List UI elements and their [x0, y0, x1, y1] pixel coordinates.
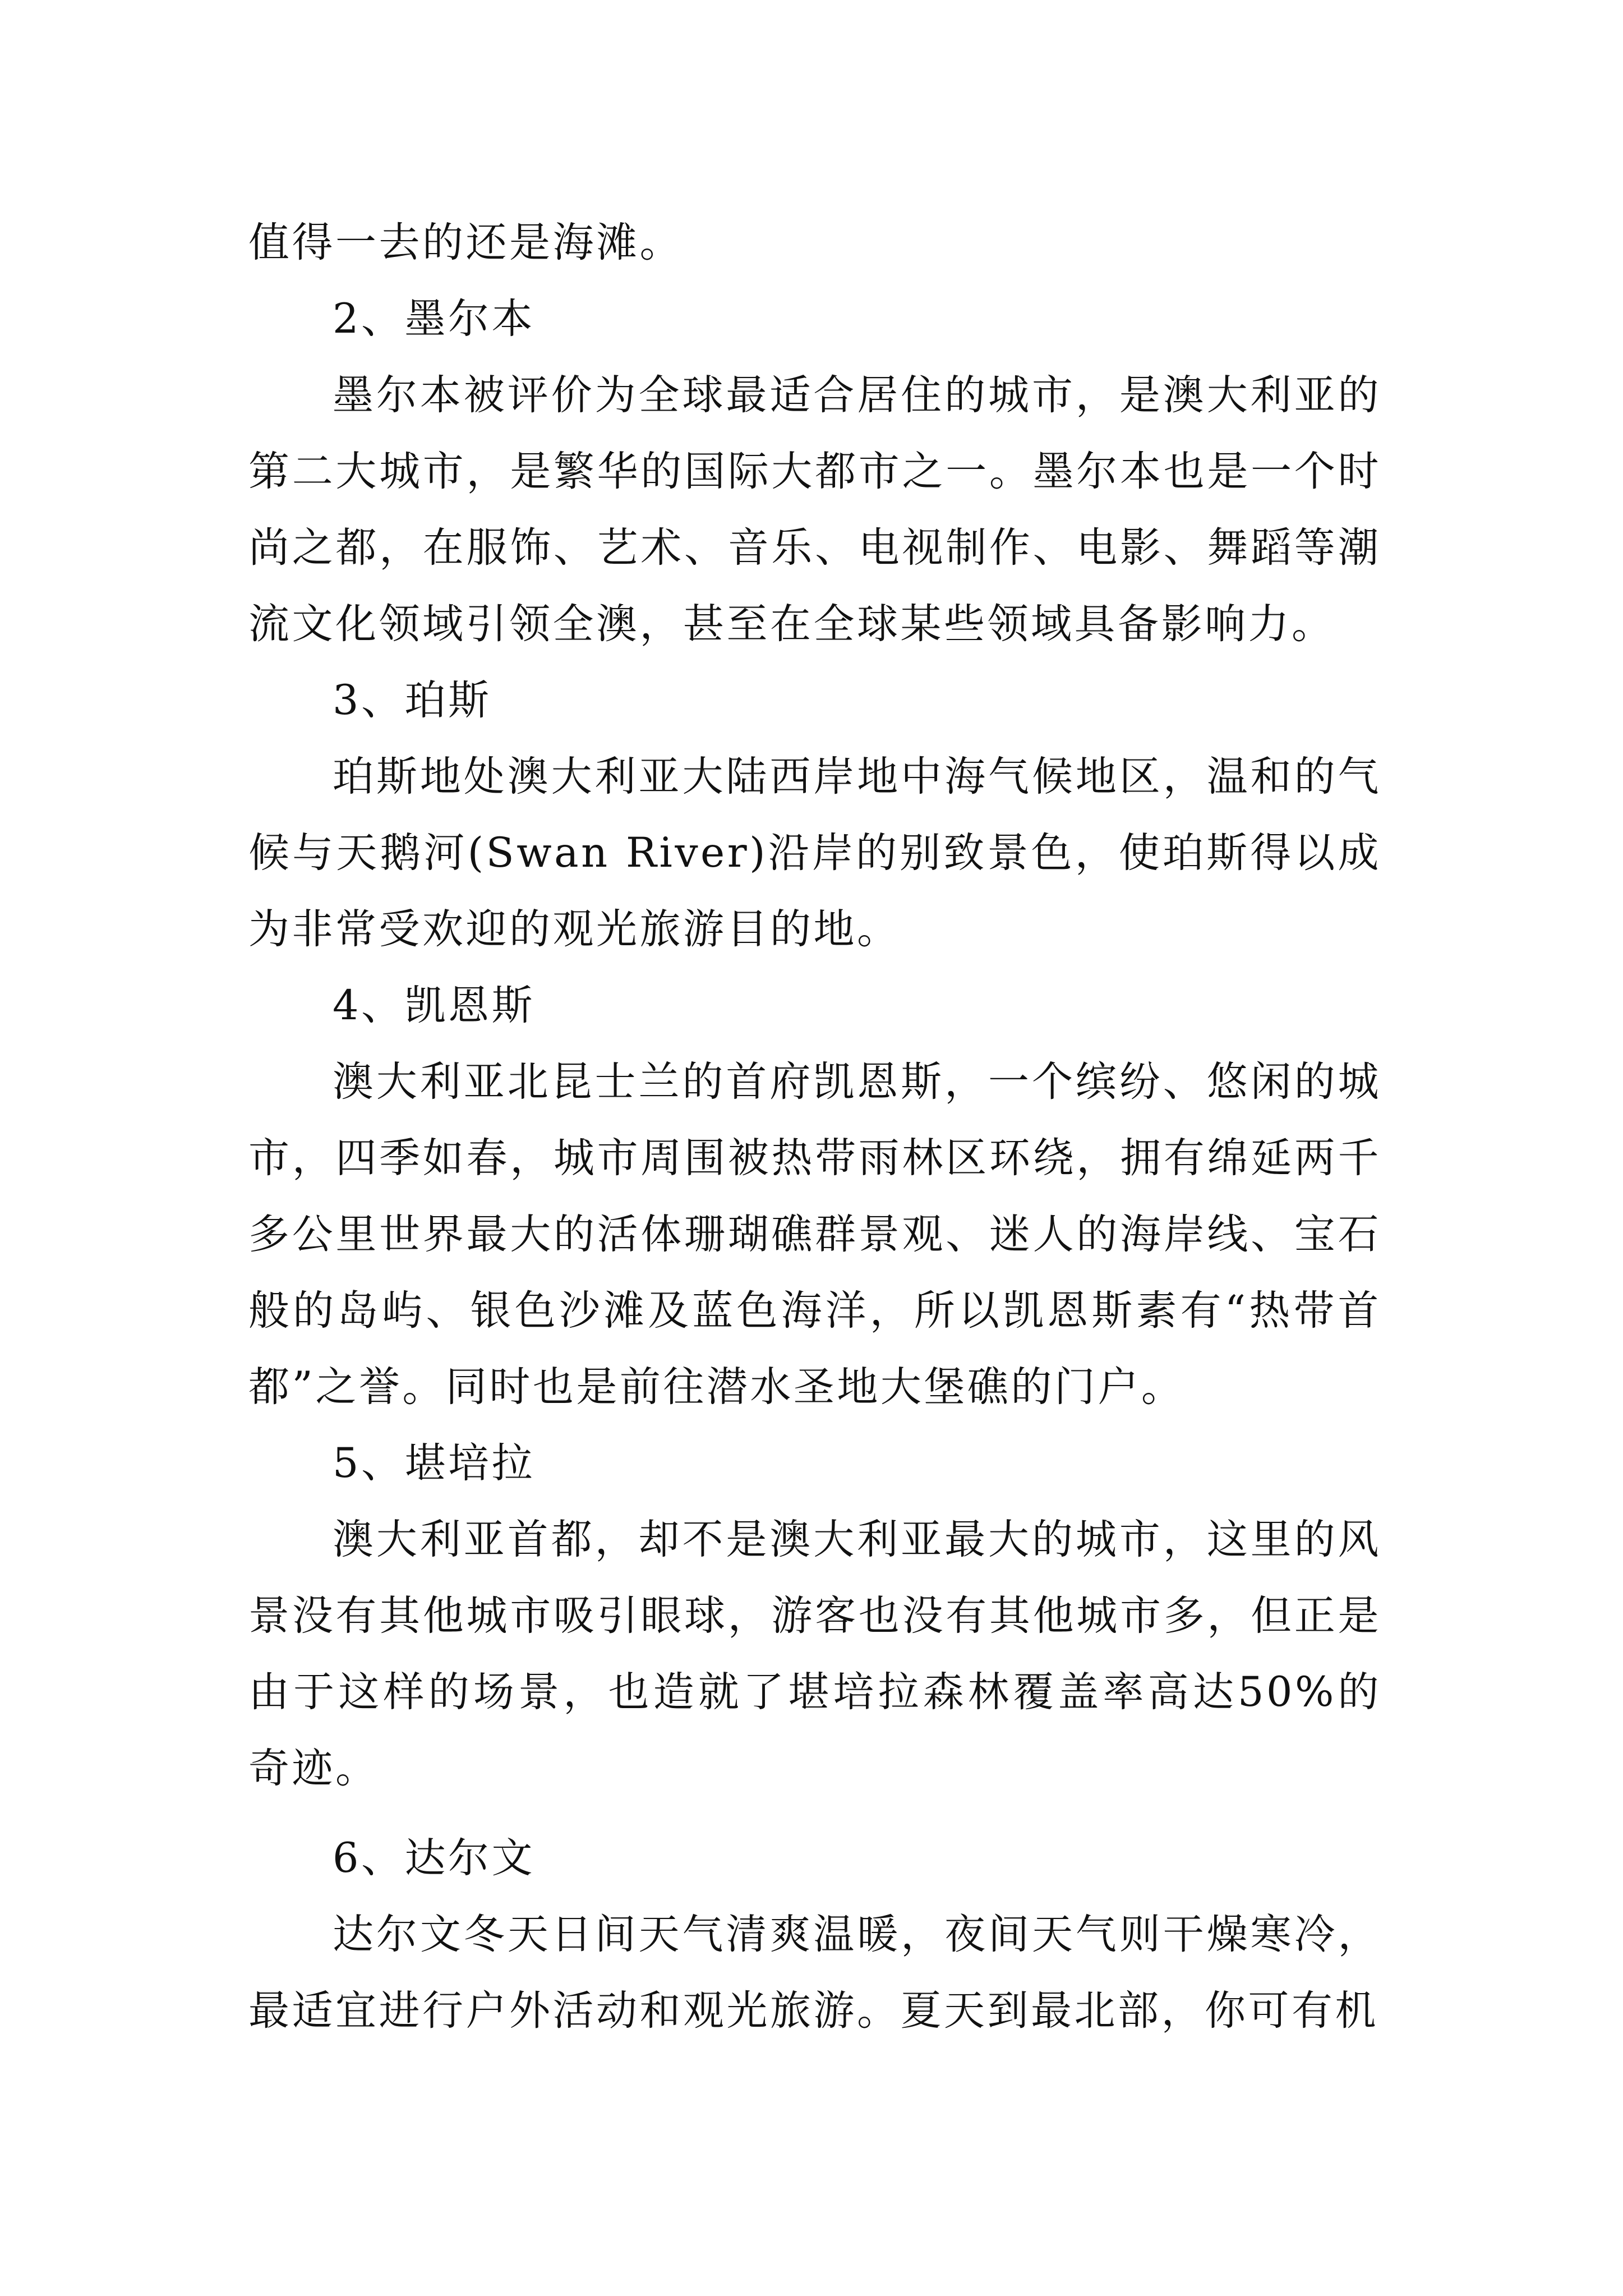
document-body — [248, 205, 1381, 2049]
heading-perth: 3、珀斯 — [333, 677, 492, 724]
paragraph-darwin: 达尔文冬天日间天气清爽温暖，夜间天气则干燥寒冷，最适宜进行户外活动和观光旅游。夏天到最北部，你可有机 — [248, 1911, 1381, 2035]
paragraph-canberra: 澳大利亚首都，却不是澳大利亚最大的城市，这里的风景没有其他城市吸引眼球，游客也没有其他城市多，但正是由于这样的场景，也造就了堪培拉森林覆盖率高达50%的奇迹。 — [248, 1516, 1381, 1792]
paragraph-melbourne: 墨尔本被评价为全球最适合居住的城市，是澳大利亚的第二大城市，是繁华的国际大都市之一。墨尔本也是一个时尚之都，在服饰、艺术、音乐、电视制作、电影、舞蹈等潮流文化领域引领全澳，甚至在全球某些领域具备影响力。 — [248, 371, 1381, 648]
heading-cairns: 4、凯恩斯 — [333, 982, 535, 1029]
paragraph-perth: 珀斯地处澳大利亚大陆西岸地中海气候地区，温和的气候与天鹅河(Swan River)沿岸的别致景色，使珀斯得以成为非常受欢迎的观光旅游目的地。 — [248, 753, 1381, 953]
heading-canberra: 5、堪培拉 — [333, 1439, 535, 1487]
heading-melbourne: 2、墨尔本 — [333, 295, 535, 343]
heading-darwin: 6、达尔文 — [333, 1834, 535, 1882]
paragraph-beach-ending: 值得一去的还是海滩。 — [248, 219, 683, 266]
paragraph-cairns: 澳大利亚北昆士兰的首府凯恩斯，一个缤纷、悠闲的城市，四季如春，城市周围被热带雨林区环绕，拥有绵延两千多公里世界最大的活体珊瑚礁群景观、迷人的海岸线、宝石般的岛屿、银色沙滩及蓝色海洋，所以凯恩斯素有“热带首都”之誉。同时也是前往潜水圣地大堡礁的门户。 — [248, 1058, 1381, 1411]
